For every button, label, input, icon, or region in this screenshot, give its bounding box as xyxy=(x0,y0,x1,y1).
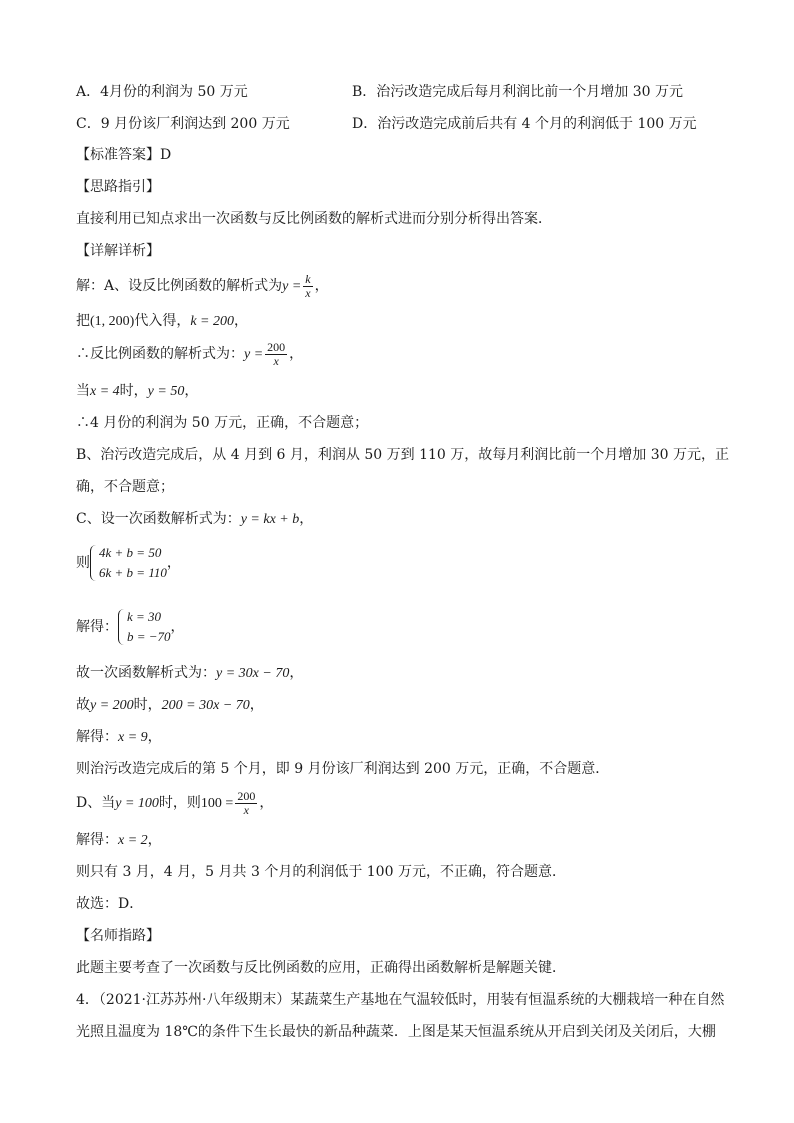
text: ， xyxy=(289,346,304,362)
analysis-line-10 xyxy=(76,607,185,647)
fraction xyxy=(303,273,312,300)
hint-label: 【思路指引】 xyxy=(76,179,160,195)
analysis-line-16 xyxy=(76,830,162,851)
option-a: A．4月份的利润为 50 万元 xyxy=(76,84,248,100)
text: 解得： xyxy=(76,729,118,745)
text: ， xyxy=(184,383,199,399)
option-d: D．治污改造完成前后共有 4 个月的利润低于 100 万元 xyxy=(352,116,697,132)
answer-value: D xyxy=(160,147,172,163)
math: x = 4 xyxy=(90,384,120,399)
text: ， xyxy=(289,665,304,681)
text: 则 xyxy=(76,555,90,571)
question-4-line-1: 4．（2021·江苏苏州·八年级期末）某蔬菜生产基地在气温较低时，用装有恒温系统的大棚栽培一种在自然 xyxy=(76,992,725,1008)
analysis-line-4 xyxy=(76,381,198,402)
text: 当 xyxy=(76,383,90,399)
text: ， xyxy=(147,832,162,848)
teacher-text: 此题主要考查了一次函数与反比例函数的应用，正确得出函数解析是解题关键． xyxy=(76,960,566,976)
analysis-line-2 xyxy=(76,311,248,332)
question-4-line-2: 光照且温度为 18℃的条件下生长最快的新品种蔬菜．上图是某天恒温系统从开启到关闭及关闭后，大棚 xyxy=(76,1024,716,1040)
text: ， xyxy=(147,729,162,745)
text: ， xyxy=(234,313,248,329)
equation-system xyxy=(90,543,167,583)
text: 时， xyxy=(133,697,162,713)
math: y = 200 xyxy=(90,698,134,713)
hint-text: 直接利用已知点求出一次函数与反比例函数的解析式进而分别分析得出答案． xyxy=(76,211,552,227)
equation: k = 30 xyxy=(127,609,162,624)
analysis-line-5: ∴4 月份的利润为 50 万元，正确，不合题意； xyxy=(76,415,369,431)
math: y = 100 xyxy=(115,796,159,811)
analysis-line-8 xyxy=(76,509,313,530)
text: ， xyxy=(166,555,181,571)
math: (1, 200) xyxy=(90,314,135,329)
option-c: C．9 月份该厂利润达到 200 万元 xyxy=(76,116,290,132)
text: 故 xyxy=(76,697,90,713)
equation: 6k + b = 110 xyxy=(99,565,167,580)
math: y = xyxy=(244,347,264,362)
text: D、当 xyxy=(76,795,116,811)
analysis-line-6: B、治污改造完成后，从 4 月到 6 月，利润从 50 万到 110 万，故每月利润比前一个月增加 30 万元，正 xyxy=(76,447,729,463)
math: y = 50 xyxy=(147,384,185,399)
analysis-line-1 xyxy=(76,272,329,301)
text: ， xyxy=(299,511,314,527)
text: ∴反比例函数的解析式为： xyxy=(76,346,244,362)
text: 把 xyxy=(76,313,90,329)
text: 解得： xyxy=(76,619,118,635)
text: 时，则 xyxy=(158,795,201,811)
text: C、设一次函数解析式为： xyxy=(76,511,241,527)
analysis-line-11 xyxy=(76,663,303,684)
math: 200 = 30x − 70 xyxy=(161,698,250,713)
math: 100 = xyxy=(200,796,234,811)
numerator: 200 xyxy=(267,339,286,354)
text: 解得： xyxy=(76,832,118,848)
denominator: x xyxy=(305,285,311,300)
text: ， xyxy=(259,795,274,811)
answer-line xyxy=(76,145,171,165)
analysis-line-7: 确，不合题意； xyxy=(76,479,174,495)
math: y = 30x − 70 xyxy=(216,666,290,681)
text: ， xyxy=(249,697,264,713)
math: k = 200 xyxy=(190,314,234,329)
analysis-line-9 xyxy=(76,543,181,583)
text: 故一次函数解析式为： xyxy=(76,665,216,681)
option-b: B．治污改造完成后每月利润比前一个月增加 30 万元 xyxy=(352,84,684,100)
analysis-line-13 xyxy=(76,727,162,748)
text: 时， xyxy=(119,383,148,399)
analysis-label: 【详解详析】 xyxy=(76,243,160,259)
solution-system xyxy=(118,607,171,647)
analysis-line-3 xyxy=(76,340,303,369)
text: ， xyxy=(314,278,329,294)
text: 解：A、设反比例函数的解析式为 xyxy=(76,278,283,294)
analysis-line-18: 故选：D． xyxy=(76,896,144,912)
math: y = kx + b xyxy=(240,512,300,527)
fraction xyxy=(235,790,257,817)
analysis-line-17: 则只有 3 月，4 月，5 月共 3 个月的利润低于 100 万元，不正确，符合题意． xyxy=(76,864,566,880)
text: 代入得， xyxy=(134,313,191,329)
math: y = xyxy=(282,279,302,294)
analysis-line-15 xyxy=(76,788,273,819)
analysis-line-12 xyxy=(76,695,264,716)
numerator: k xyxy=(305,271,311,286)
denominator: x xyxy=(265,354,287,368)
math: x = 9 xyxy=(118,730,148,745)
math: x = 2 xyxy=(118,833,148,848)
numerator: 200 xyxy=(237,788,256,803)
equation: 4k + b = 50 xyxy=(99,545,162,560)
equation: b = −70 xyxy=(127,629,171,644)
fraction xyxy=(265,341,287,368)
denominator: x xyxy=(235,803,257,817)
text: ， xyxy=(170,619,185,635)
teacher-label: 【名师指路】 xyxy=(76,928,160,944)
analysis-line-14: 则治污改造完成后的第 5 个月，即 9 月份该厂利润达到 200 万元，正确，不合题意． xyxy=(76,761,610,777)
answer-label: 【标准答案】 xyxy=(76,147,160,163)
